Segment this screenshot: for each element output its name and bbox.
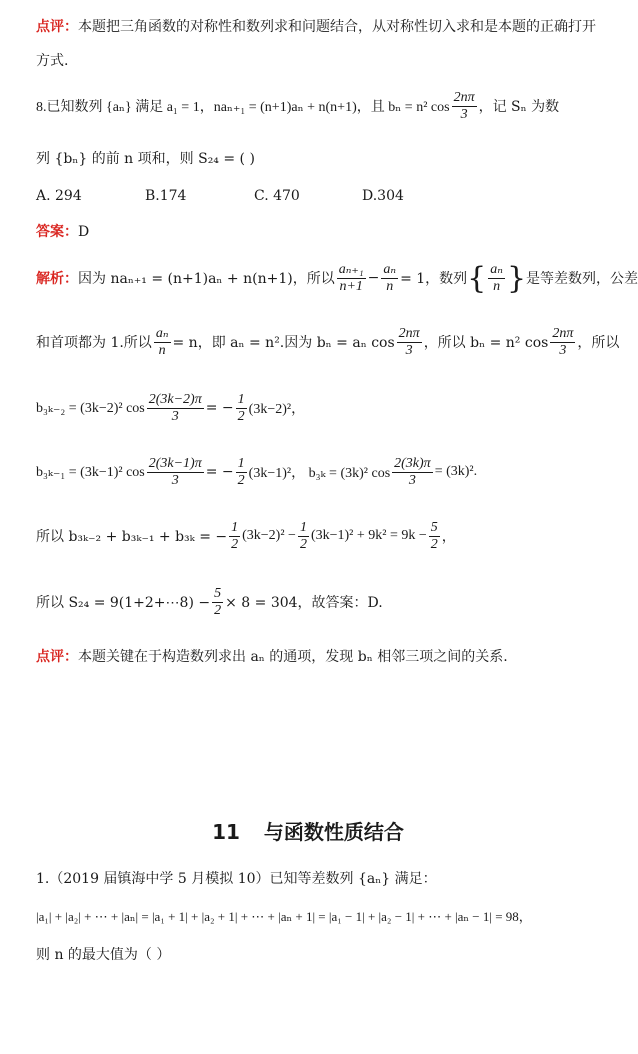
solution-text: 因为 naₙ₊₁ = (n+1)aₙ + n(n+1)，所以 (78, 271, 335, 287)
fraction-numerator: 5 (430, 519, 438, 535)
problem-8-fraction (452, 90, 477, 123)
comment-label: 点评： (36, 649, 78, 665)
option-b: B.174 (145, 188, 187, 204)
fraction-numerator: 1 (237, 391, 245, 407)
solution-text: ，所以 (577, 335, 620, 351)
comment-text: 本题把三角函数的对称性和数列求和问题结合，从对称性切入求和是本题的正确打开 (78, 19, 596, 35)
right-brace: } (506, 260, 527, 296)
fraction-numerator: aₙ (155, 325, 169, 341)
comment-1-line-1 (36, 16, 596, 36)
section-number: 11 (212, 820, 240, 844)
solution-text: ，所以 bₙ = n² cos (423, 335, 549, 351)
fraction (550, 326, 575, 359)
comment-label: 点评： (36, 19, 78, 35)
problem-1-line-3 (36, 944, 170, 964)
fraction-denominator: 2 (237, 472, 245, 488)
fraction-numerator: 2(3k−2)π (148, 391, 202, 407)
fraction-numerator: 2nπ (552, 325, 574, 341)
solution-line-5 (36, 514, 456, 558)
formula-text: (3k−2)² − (242, 528, 296, 543)
formula-text: = (3k)². (434, 464, 478, 479)
problem-8-text: 8.已知数列 {aₙ} 满足 a₁ = 1，naₙ₊₁ = (n+1)aₙ + n(n+1)，且 bₙ = n² cos (36, 100, 450, 115)
solution-text: 是等差数列，公差 (526, 271, 638, 287)
fraction-numerator: aₙ (490, 261, 503, 277)
fraction-denominator: 2 (430, 536, 438, 552)
answer-label: 答案： (36, 224, 78, 240)
fraction-numerator: 5 (214, 585, 222, 601)
fraction-denominator: n+1 (339, 278, 363, 294)
formula-text: = − (205, 464, 234, 480)
problem-1-line-2 (36, 906, 532, 925)
fraction (429, 520, 440, 553)
formula-text: (3k−1)²， b₃ₖ = (3k)² cos (248, 466, 391, 481)
fraction-denominator: 2 (231, 536, 239, 552)
fraction-numerator: 2nπ (398, 325, 420, 341)
answer-value: D (78, 224, 90, 240)
problem-8-text-cont: ，记 Sₙ 为数 (478, 99, 560, 115)
section-heading (0, 816, 616, 845)
comment-1-line-2 (36, 50, 68, 70)
solution-line-3 (36, 386, 305, 430)
fraction-numerator: 2(3k−1)π (148, 455, 202, 471)
formula-text: ， (441, 529, 456, 545)
fraction (212, 586, 223, 619)
formula-text: b₃ₖ₋₂ = (3k−2)² cos (36, 400, 145, 416)
fraction-denominator: 2 (237, 408, 245, 424)
fraction (488, 262, 505, 295)
problem-8-text-2: 列 {bₙ} 的前 n 项和，则 S₂₄ = ( ) (36, 151, 255, 167)
solution-label: 解析： (36, 271, 78, 287)
fraction-denominator: 2 (214, 602, 222, 618)
answer-line (36, 221, 89, 241)
fraction-denominator: 3 (460, 106, 468, 122)
formula-text: × 8 = 304，故答案：D. (225, 595, 383, 611)
fraction-denominator: 3 (408, 472, 416, 488)
fraction (397, 326, 422, 359)
solution-text: 和首项都为 1.所以 (36, 335, 152, 351)
fraction-denominator: n (493, 278, 501, 294)
fraction-numerator: 2nπ (453, 89, 475, 105)
option-a: A. 294 (36, 188, 82, 204)
option-c: C. 470 (254, 188, 300, 204)
comment-text-cont: 方式. (36, 53, 69, 69)
formula-text: (3k−1)² + 9k² = 9k − (310, 528, 427, 543)
fraction-denominator: n (158, 342, 166, 358)
fraction-numerator: aₙ₊₁ (338, 261, 364, 277)
solution-text: = 1，数列 (400, 271, 468, 287)
fraction (298, 520, 309, 553)
fraction (337, 262, 366, 295)
fraction-numerator: 2(3k)π (394, 455, 431, 471)
fraction-numerator: 1 (231, 519, 239, 535)
problem-1-line-1 (36, 868, 437, 888)
formula-text: 所以 S₂₄ = 9(1+2+⋯8) − (36, 595, 211, 611)
fraction-denominator: 3 (405, 342, 413, 358)
fraction-numerator: aₙ (383, 261, 397, 277)
solution-text: = n，即 aₙ = n².因为 bₙ = aₙ cos (172, 335, 395, 351)
formula-text: b₃ₖ₋₁ = (3k−1)² cos (36, 464, 145, 480)
fraction-denominator: 3 (559, 342, 567, 358)
fraction (381, 262, 398, 295)
fraction-denominator: 3 (171, 472, 179, 488)
fraction (147, 456, 204, 489)
solution-line-2 (36, 320, 619, 364)
problem-8-line-1 (36, 86, 559, 126)
comment-text: 本题关键在于构造数列求出 aₙ 的通项，发现 bₙ 相邻三项之间的关系. (78, 649, 508, 665)
fraction (147, 392, 204, 425)
formula-text: (3k−2)²， (248, 402, 306, 417)
solution-line-4 (36, 450, 477, 494)
fraction-denominator: 3 (171, 408, 179, 424)
fraction-denominator: 2 (299, 536, 307, 552)
solution-line-1 (36, 256, 638, 300)
fraction-numerator: 1 (299, 519, 307, 535)
fraction (392, 456, 433, 489)
option-d: D.304 (362, 188, 404, 204)
fraction-numerator: 1 (237, 455, 245, 471)
fraction (236, 392, 247, 425)
minus-sign: − (367, 270, 380, 286)
solution-line-6 (36, 580, 383, 624)
left-brace: { (467, 260, 487, 296)
section-title: 与函数性质结合 (263, 820, 404, 844)
fraction-denominator: n (386, 278, 394, 294)
problem-8-line-2 (36, 148, 255, 168)
comment-2-line (36, 646, 508, 666)
problem-1-text: 1.（2019 届镇海中学 5 月模拟 10）已知等差数列 {aₙ} 满足： (36, 871, 437, 887)
problem-1-question: 则 n 的最大值为（ ） (36, 947, 171, 963)
problem-1-equation: |a₁| + |a₂| + ⋯ + |aₙ| = |a₁ + 1| + |a₂ + 1| + ⋯ + |aₙ + 1| = |a₁ − 1| + |a₂ − 1| + ⋯ + |aₙ − 1| = 98， (36, 909, 532, 924)
fraction (229, 520, 240, 553)
formula-text: = − (205, 400, 234, 416)
formula-text: 所以 b₃ₖ₋₂ + b₃ₖ₋₁ + b₃ₖ = − (36, 529, 228, 545)
fraction (236, 456, 247, 489)
fraction (154, 326, 171, 359)
